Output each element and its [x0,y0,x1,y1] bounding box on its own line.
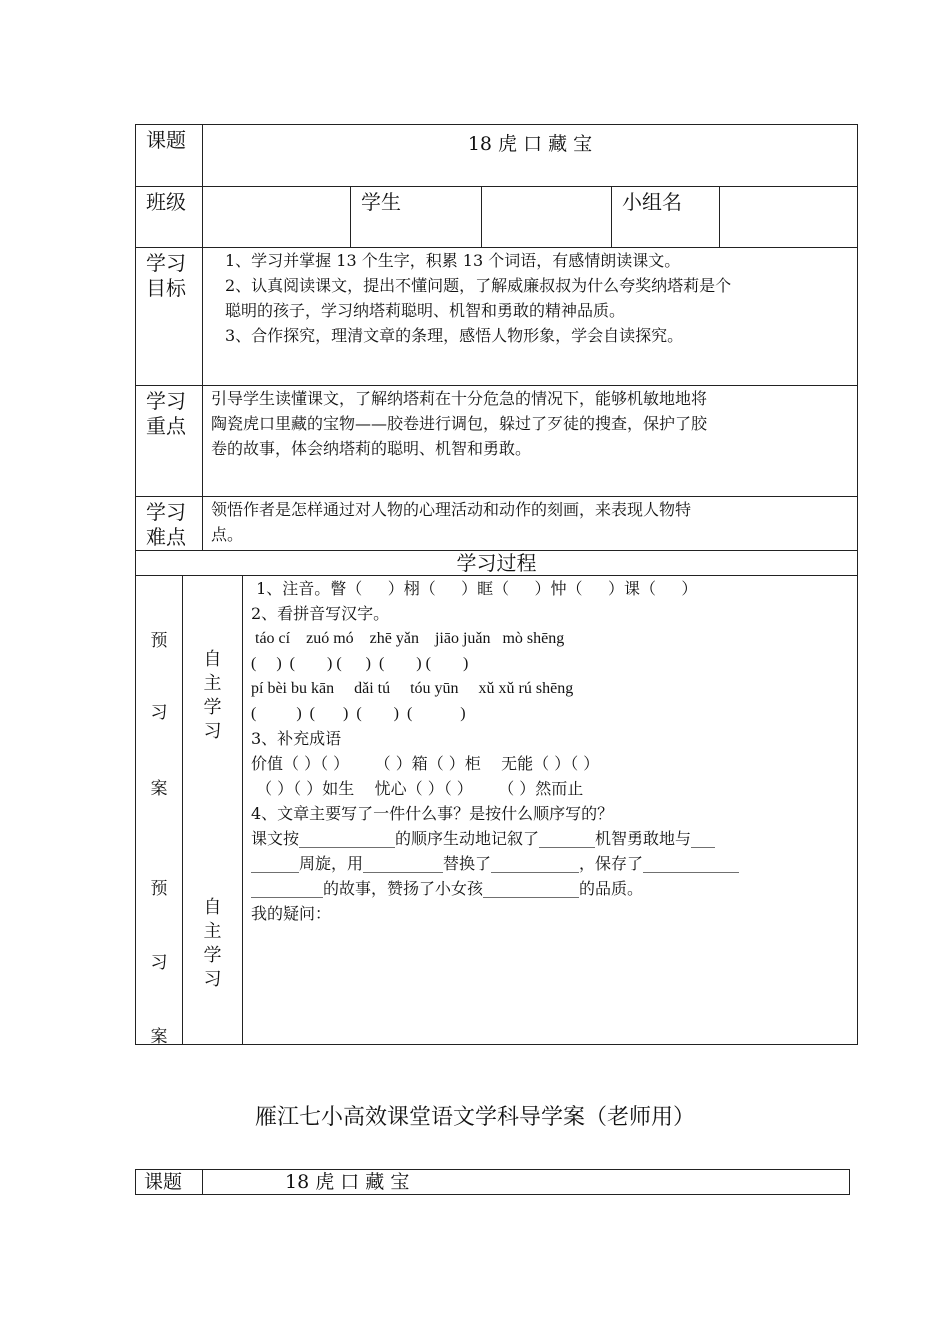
goal-line: 3、合作探究，理清文章的条理，感悟人物形象，学会自读探究。 [225,326,684,345]
group-field[interactable] [720,187,858,248]
pinyin-line: pí bèi bu kān dǎi tú tóu yūn xǔ xǔ rú shēng [251,680,574,697]
topic-value: 18 虎 口 藏 宝 [203,125,858,187]
topic-label-2: 课题 [136,1170,203,1195]
preview-side-label: 预 习 案 预 习 案 [136,576,183,1045]
self-study-label: 自 主 学 习 自 主 学 习 [183,576,243,1045]
key-content [203,386,858,497]
topic-value-2: 18 虎 口 藏 宝 [203,1170,850,1195]
difficulty-label: 学习 难点 [136,497,203,551]
student-field[interactable] [482,187,612,248]
answer-blanks[interactable]: ( ) ( ) ( ) ( ) [251,705,466,722]
fill-blank-line[interactable]: ______周旋，用__________替换了___________，保存了____________ [251,854,740,873]
exercise-line: 3、补充成语 [251,729,342,748]
difficulty-line: 领悟作者是怎样通过对人物的心理活动和动作的刻画，来表现人物特 [211,500,692,519]
topic-label: 课题 [136,125,203,187]
group-label: 小组名 [612,187,720,248]
goal-line: 聪明的孩子，学习纳塔莉聪明、机智和勇敢的精神品质。 [225,301,626,320]
process-title: 学习过程 [136,551,858,576]
exercise-line: 2、看拼音写汉字。 [251,604,390,623]
teacher-table [135,1169,850,1195]
exercise-line: 4、文章主要写了一件什么事？是按什么顺序写的？ [251,804,614,823]
document-heading: 雁江七小高效课堂语文学科导学案（老师用） [254,1105,695,1130]
student-label: 学生 [351,187,482,248]
class-field[interactable] [203,187,351,248]
difficulty-line: 点。 [211,525,244,544]
key-label: 学习 重点 [136,386,203,497]
key-line: 引导学生读懂课文，了解纳塔莉在十分危急的情况下，能够机敏地地将 [211,389,708,408]
goal-label: 学习 目标 [136,248,203,386]
difficulty-content [203,497,858,551]
class-label: 班级 [136,187,203,248]
pinyin-line: táo cí zuó mó zhē yǎn jiāo juǎn mò shēng [251,630,565,647]
fill-blank-line[interactable]: 课文按____________的顺序生动地记叙了_______机智勇敢地与___ [251,829,716,848]
goal-line: 2、认真阅读课文，提出不懂问题，了解威廉叔叔为什么夸奖纳塔莉是个 [225,276,732,295]
answer-blanks[interactable]: ( ) ( ) ( ) ( ) ( ) [251,655,469,672]
questions-label: 我的疑问： [251,904,332,923]
study-guide-table [135,124,858,1045]
key-line: 陶瓷虎口里藏的宝物——胶卷进行调包，躲过了歹徒的搜查，保护了胶 [211,414,708,433]
exercise-content [243,576,858,1045]
key-line: 卷的故事，体会纳塔莉的聪明、机智和勇敢。 [211,439,532,458]
exercise-line: 1、注音。瞥（ ）栩（ ）眶（ ）忡（ ）课（ ） [251,579,698,598]
goal-line: 1、学习并掌握 13 个生字，积累 13 个词语，有感情朗读课文。 [225,251,681,270]
idiom-line[interactable]: （ ）（ ）如生 忧心（ ）（ ） （ ）然而止 [251,779,584,798]
fill-blank-line[interactable]: _________的故事，赞扬了小女孩____________的品质。 [251,879,644,898]
idiom-line[interactable]: 价值（ ）（ ） （ ）箱（ ）柜 无能（ ）（ ） [251,754,600,773]
goal-content [203,248,858,386]
